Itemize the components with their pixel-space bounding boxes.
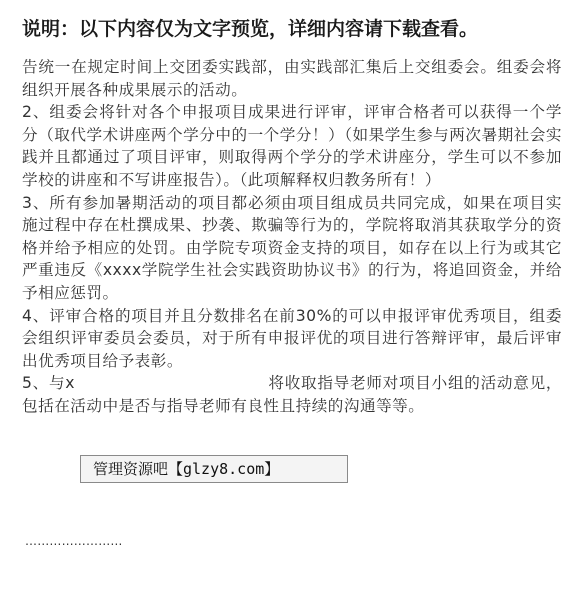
- preview-notice: 说明：以下内容仅为文字预览，详细内容请下载查看。: [22, 18, 479, 40]
- paragraph-intro: 告统一在规定时间上交团委实践部，由实践部汇集后上交组委会。组委会将组织开展各种成果展示的活动。: [22, 58, 562, 99]
- paragraph-item-5: 5、与x 将收取指导老师对项目小组的活动意见，包括在活动中是否与指导老师有良性且持续的沟通等等。: [22, 374, 562, 415]
- content-truncation-ellipsis: ……………………: [25, 534, 123, 548]
- paragraph-item-4: 4、评审合格的项目并且分数排名在前30%的可以申报评审优秀项目，组委会组织评审委员会委员，对于所有申报评优的项目进行答辩评审，最后评审出优秀项目给予表彰。: [22, 306, 562, 370]
- watermark-overlay: 管理资源吧【glzy8.com】: [80, 455, 348, 483]
- document-body: [22, 56, 562, 418]
- paragraph-item-3: 3、所有参加暑期活动的项目都必须由项目组成员共同完成，如果在项目实施过程中存在杜撰成果、抄袭、欺骗等行为的，学院将取消其获取学分的资格并给予相应的处罚。由学院专项资金支持的项目，如存在以上行为或其它严重违反《xxxx学院学生社会实践资助协议书》的行为，将追回资金，并给予相应惩罚。: [22, 193, 562, 302]
- paragraph-item-2: 2、组委会将针对各个申报项目成果进行评审，评审合格者可以获得一个学分（取代学术讲座两个学分中的一个学分！）（如果学生参与两次暑期社会实践并且都通过了项目评审，则取得两个学分的学术讲座分，学生可以不参加学校的讲座和不写讲座报告）。（此项解释权归教务所有！）: [22, 103, 562, 189]
